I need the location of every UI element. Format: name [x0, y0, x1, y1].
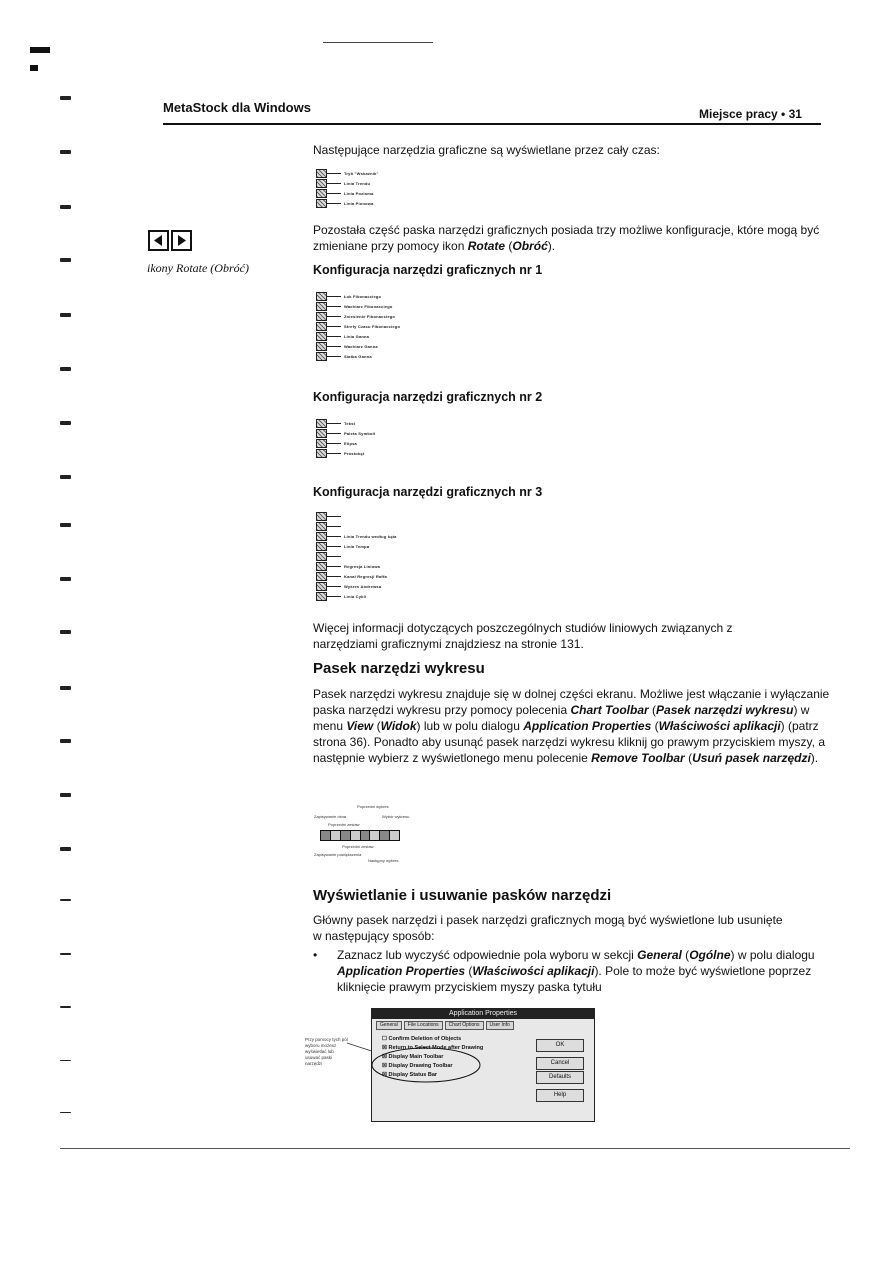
rectangle-tool-icon: [316, 449, 327, 458]
blank-tool-icon: [316, 552, 327, 561]
tool-row: Linia Trendu według kąta: [316, 531, 397, 541]
chart-toolbar-strip: [320, 830, 400, 841]
tool-row: [316, 521, 397, 531]
margin-mark: [60, 523, 71, 527]
config2-heading: Konfiguracja narzędzi graficznych nr 2: [313, 390, 543, 404]
tool-row: Prostokąt: [316, 448, 375, 458]
raff-regression-icon: [316, 572, 327, 581]
trendline-angle-icon: [316, 532, 327, 541]
margin-mark: [60, 205, 71, 209]
chart-toolbar-button-icon: [390, 831, 399, 840]
tool-row: [316, 511, 397, 521]
rotate-right-icon: [171, 230, 192, 251]
tab-file-locations[interactable]: File Locations: [404, 1021, 443, 1030]
margin-mark: [60, 475, 71, 479]
margin-mark: [60, 739, 71, 743]
linear-regression-icon: [316, 562, 327, 571]
config1-tools-list: [316, 291, 400, 361]
defaults-button[interactable]: Defaults: [536, 1071, 584, 1084]
highlight-ellipse: [370, 1046, 482, 1084]
fibonacci-arc-icon: [316, 292, 327, 301]
margin-mark: [60, 686, 71, 690]
config3-tools-list: [316, 511, 397, 601]
checkbox-return-select[interactable]: ☒ Return to Select Mode after Drawing: [382, 1045, 484, 1051]
tool-row: Zniesienie Fibonacciego: [316, 311, 400, 321]
fibonacci-retracement-icon: [316, 312, 327, 321]
cancel-button[interactable]: Cancel: [536, 1057, 584, 1070]
always-tools-list: [316, 168, 379, 208]
tool-row: Linia Cykli: [316, 591, 397, 601]
gann-line-icon: [316, 332, 327, 341]
margin-mark: [60, 793, 71, 797]
tool-row: [316, 551, 397, 561]
horizontal-line-tool-icon: [316, 189, 327, 198]
gann-grid-icon: [316, 352, 327, 361]
tool-row: Linia Tempa: [316, 541, 397, 551]
trendline-tool-icon: [316, 179, 327, 188]
chart-toolbar-figure: Poprzedni wykres Zapisywanie okna Poprzedni zestaw Wybór wykresu Poprzedni zestaw Zapisywanie powiększenia Następny wykres: [314, 804, 410, 863]
tool-label: Linia Pozioma: [344, 190, 374, 196]
tool-row: Tekst: [316, 418, 375, 428]
tool-row: Paleta Symboli: [316, 428, 375, 438]
margin-mark: [60, 313, 71, 317]
config3-heading: Konfiguracja narzędzi graficznych nr 3: [313, 485, 543, 499]
chart-toolbar-button-icon: [370, 831, 380, 840]
running-header-title: MetaStock dla Windows: [163, 100, 311, 115]
tool-row: Wykres Andrewsa: [316, 581, 397, 591]
margin-mark: [60, 577, 71, 581]
top-rule: [323, 42, 433, 43]
toolbars-heading: Wyświetlanie i usuwanie pasków narzędzi: [313, 887, 612, 904]
tool-row: Wachlarz Fibonacciego: [316, 301, 400, 311]
tool-row: [316, 188, 379, 198]
speed-line-icon: [316, 542, 327, 551]
chart-toolbar-button-icon: [361, 831, 371, 840]
toolbars-intro: Główny pasek narzędzi i pasek narzędzi graficznych mogą być wyświetlone lub usunięte w następujący sposób:: [313, 913, 783, 943]
bullet: •: [313, 948, 318, 962]
tool-row: Elipsa: [316, 438, 375, 448]
ellipse-tool-icon: [316, 439, 327, 448]
toolbars-bullet-text: Zaznacz lub wyczyść odpowiednie pola wyboru w sekcji General (Ogólne) w polu dialogu Application Properties (Właściwości aplikacji). Pole to może być wyświetlone poprzez kliknięcie prawym przyciskiem myszy paska tytułu: [337, 948, 815, 994]
header-rule: [163, 123, 821, 125]
rotate-icons: [148, 230, 194, 256]
dialog-annotation: Przy pomocy tych pól wyboru możesz wyświetlać lub usuwać paski narzędzi: [305, 1037, 348, 1066]
chart-toolbar-button-icon: [331, 831, 341, 840]
running-header-page: Miejsce pracy • 31: [699, 107, 802, 121]
rotate-caption: ikony Rotate (Obróć): [147, 261, 249, 275]
more-info-text: Więcej informacji dotyczących poszczególnych studiów liniowych związanych z narzędziami graficznymi znajdziesz na stronie 131.: [313, 621, 733, 651]
pointer-tool-icon: [316, 169, 327, 178]
chart-toolbar-button-icon: [321, 831, 331, 840]
ok-button[interactable]: OK: [536, 1039, 584, 1052]
tool-row: [316, 198, 379, 208]
tool-row: Łuk Fibonacciego: [316, 291, 400, 301]
tool-label: Tryb "Wskaźnik": [344, 170, 379, 176]
margin-mark: [60, 96, 71, 100]
tool-row: Kanał Regresji Raffa: [316, 571, 397, 581]
gann-fan-icon: [316, 342, 327, 351]
margin-mark: [60, 258, 71, 262]
tab-general[interactable]: General: [376, 1021, 402, 1030]
tool-row: [316, 168, 379, 178]
bottom-rule: [60, 1148, 850, 1149]
chart-toolbar-heading: Pasek narzędzi wykresu: [313, 660, 485, 677]
tool-row: Regresja Liniowa: [316, 561, 397, 571]
tool-row: [316, 178, 379, 188]
rotate-left-icon: [148, 230, 169, 251]
tab-user-info[interactable]: User Info: [486, 1021, 514, 1030]
fibonacci-fan-icon: [316, 302, 327, 311]
margin-mark: [60, 953, 71, 955]
margin-mark: [60, 367, 71, 371]
chart-toolbar-button-icon: [380, 831, 390, 840]
fibonacci-timezones-icon: [316, 322, 327, 331]
margin-mark: [60, 421, 71, 425]
help-button[interactable]: Help: [536, 1089, 584, 1102]
vertical-line-tool-icon: [316, 199, 327, 208]
text-tool-icon: [316, 419, 327, 428]
margin-mark: [60, 1112, 71, 1113]
margin-mark: [60, 847, 71, 851]
andrews-pitchfork-icon: [316, 582, 327, 591]
tool-row: Strefy Czasu Fibonacciego: [316, 321, 400, 331]
chart-toolbar-paragraph: Pasek narzędzi wykresu znajduje się w dolnej części ekranu. Możliwe jest włączanie i wyłączanie paska narzędzi wykresu przy pomocy polecenia Chart Toolbar (Pasek narzędzi wykresu) w menu View (Widok) lub w polu dialogu Application Properties (Właściwości aplikacji) (patrz strona 36). Ponadto aby usunąć pasek narzędzi wykresu kliknij go prawym przyciskiem myszy, a następnie wybierz z wyświetlonego menu polecenie Remove Toolbar (Usuń pasek narzędzi).: [313, 687, 830, 765]
chart-toolbar-button-icon: [351, 831, 361, 840]
blank-tool-icon: [316, 512, 327, 521]
tool-row: Siatka Ganna: [316, 351, 400, 361]
tool-label: Linia Pionowa: [344, 200, 374, 206]
tool-label: Linia Trendu: [344, 180, 371, 186]
checkbox-drawing-toolbar[interactable]: ☒ Display Drawing Toolbar: [382, 1063, 453, 1069]
checkbox-status-bar[interactable]: ☒ Display Status Bar: [382, 1072, 438, 1078]
margin-mark: [60, 1060, 71, 1061]
margin-mark: [60, 150, 71, 154]
cycle-lines-icon: [316, 592, 327, 601]
config2-tools-list: [316, 418, 375, 458]
chart-toolbar-button-icon: [341, 831, 351, 840]
tab-chart-options[interactable]: Chart Options: [445, 1021, 484, 1030]
symbol-palette-icon: [316, 429, 327, 438]
blank-tool-icon: [316, 522, 327, 531]
margin-mark: [60, 1006, 71, 1008]
config1-heading: Konfiguracja narzędzi graficznych nr 1: [313, 263, 543, 277]
tool-row: Wachlarz Ganna: [316, 341, 400, 351]
checkbox-main-toolbar[interactable]: ☒ Display Main Toolbar: [382, 1054, 444, 1060]
checkbox-confirm-deletion[interactable]: ☐ Confirm Deletion of Objects: [382, 1036, 462, 1042]
intro-text: Następujące narzędzia graficzne są wyświetlane przez cały czas:: [313, 143, 660, 157]
margin-mark: [60, 630, 71, 634]
corner-mark: [30, 40, 65, 48]
rotate-paragraph: Pozostała część paska narzędzi graficznych posiada trzy możliwe konfiguracje, które mogą być zmieniane przy pomocy ikon Rotate (Obróć).: [313, 223, 820, 253]
dialog-title: Application Properties: [372, 1009, 594, 1019]
tool-row: Linia Ganna: [316, 331, 400, 341]
dialog-tabs: [372, 1019, 594, 1030]
margin-mark: [60, 899, 71, 901]
